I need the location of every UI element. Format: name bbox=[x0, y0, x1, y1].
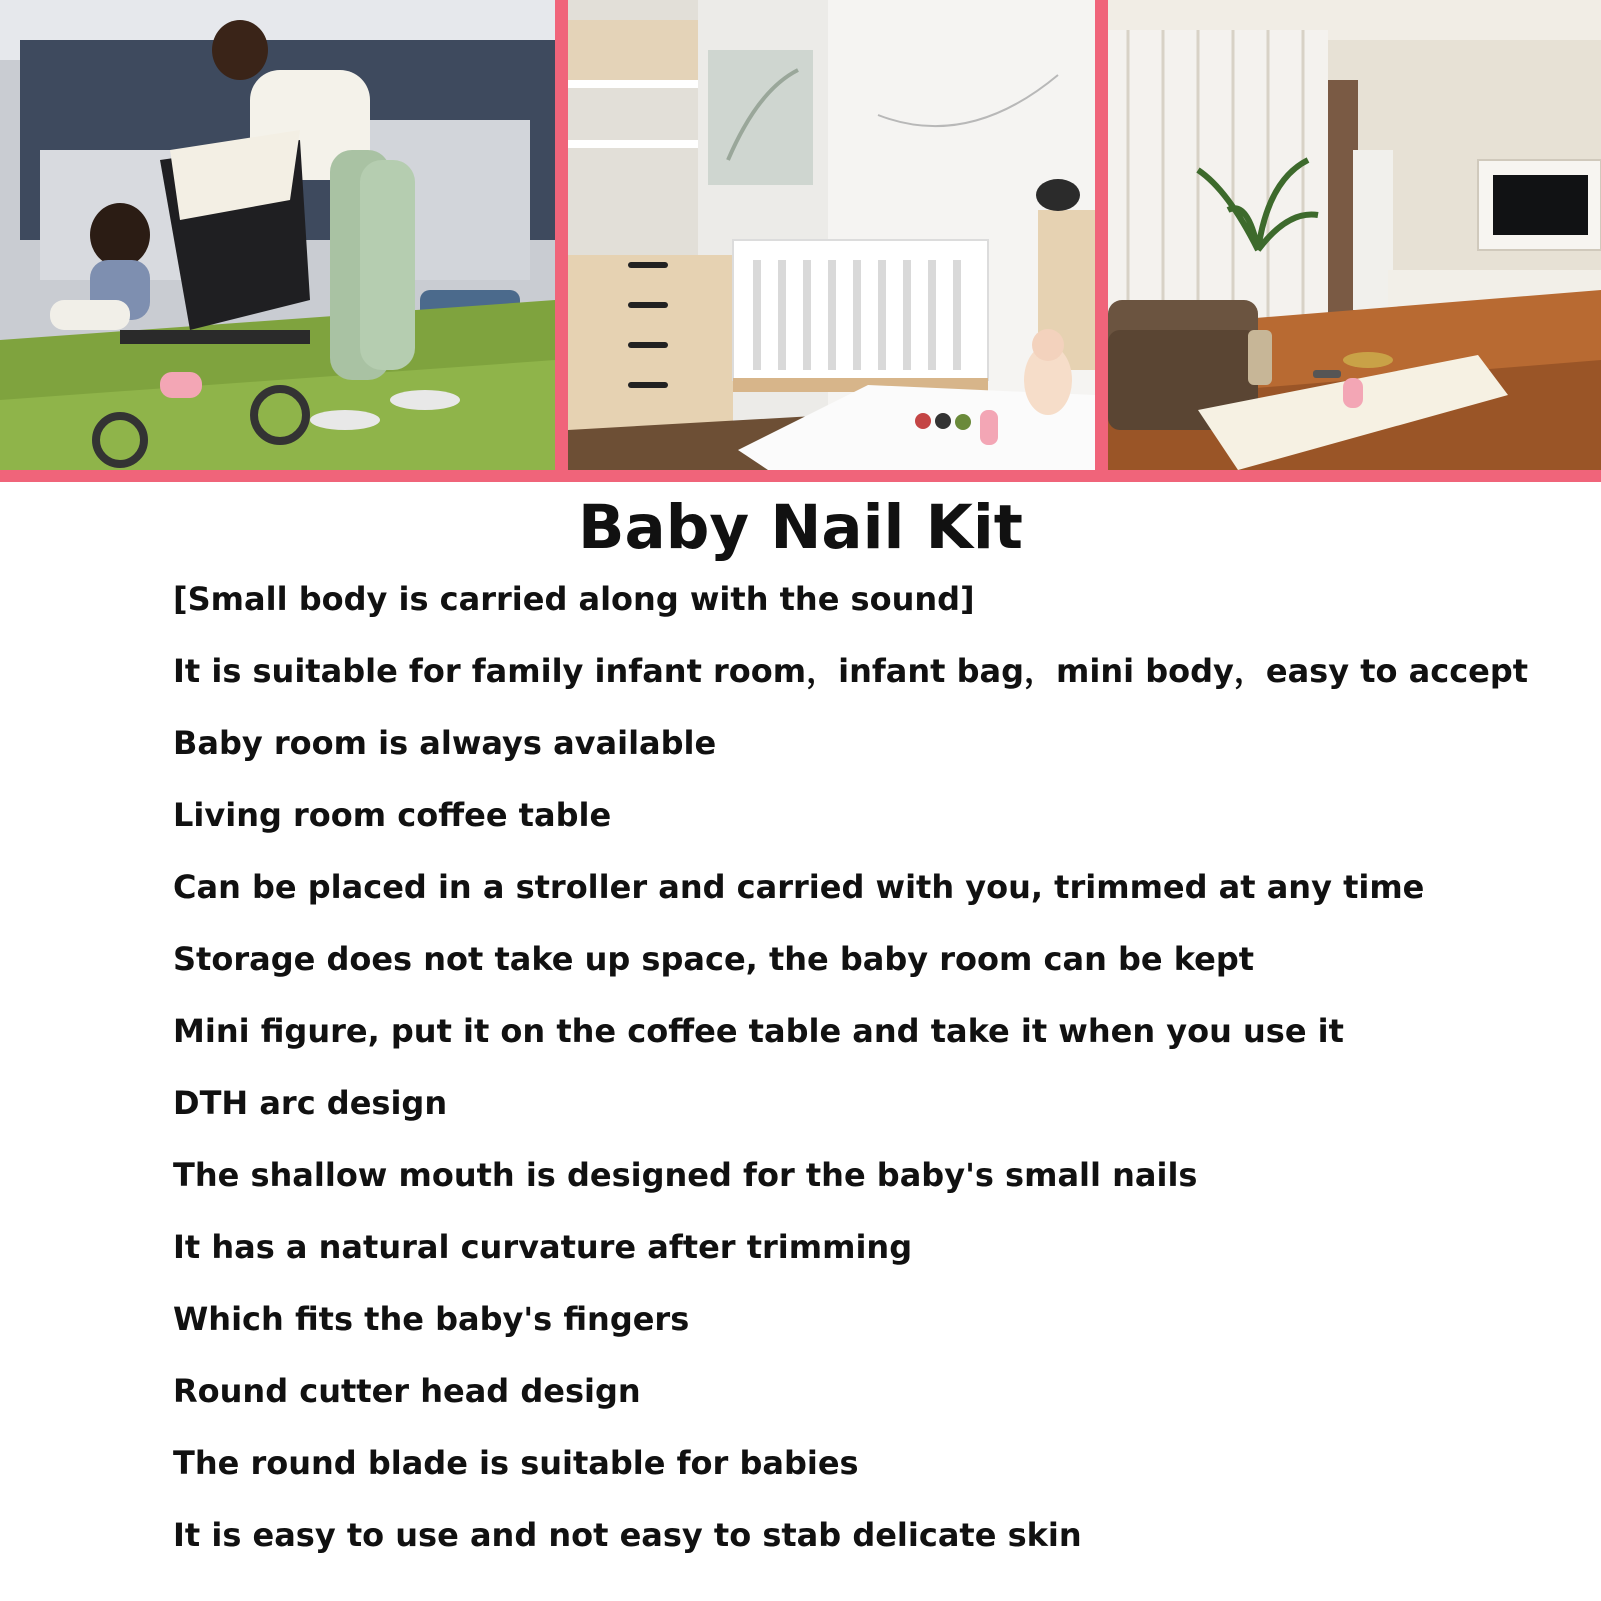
feature-line: The shallow mouth is designed for the baby's small nails bbox=[173, 1156, 1198, 1194]
photo-living-room bbox=[1108, 0, 1601, 470]
feature-line: Mini figure, put it on the coffee table and take it when you use it bbox=[173, 1012, 1344, 1050]
photo-stroller-outdoors bbox=[0, 0, 555, 470]
feature-line: [Small body is carried along with the sound] bbox=[173, 580, 975, 618]
page-title: Baby Nail Kit bbox=[578, 492, 1023, 563]
feature-line: Round cutter head design bbox=[173, 1372, 641, 1410]
feature-line: Living room coffee table bbox=[173, 796, 612, 834]
feature-line: Baby room is always available bbox=[173, 724, 717, 762]
feature-line: It is easy to use and not easy to stab delicate skin bbox=[173, 1516, 1082, 1554]
feature-line: The round blade is suitable for babies bbox=[173, 1444, 859, 1482]
feature-line: It is suitable for family infant room，infant bag，mini body，easy to accept bbox=[173, 652, 1529, 690]
feature-line: It has a natural curvature after trimming bbox=[173, 1228, 913, 1266]
feature-line: Which fits the baby's fingers bbox=[173, 1300, 690, 1338]
feature-line: Storage does not take up space, the baby room can be kept bbox=[173, 940, 1255, 978]
feature-line: DTH arc design bbox=[173, 1084, 448, 1122]
photo-strip bbox=[0, 0, 1601, 482]
feature-line: Can be placed in a stroller and carried with you, trimmed at any time bbox=[173, 868, 1425, 906]
feature-list bbox=[173, 570, 1583, 1578]
photo-nursery bbox=[568, 0, 1095, 470]
